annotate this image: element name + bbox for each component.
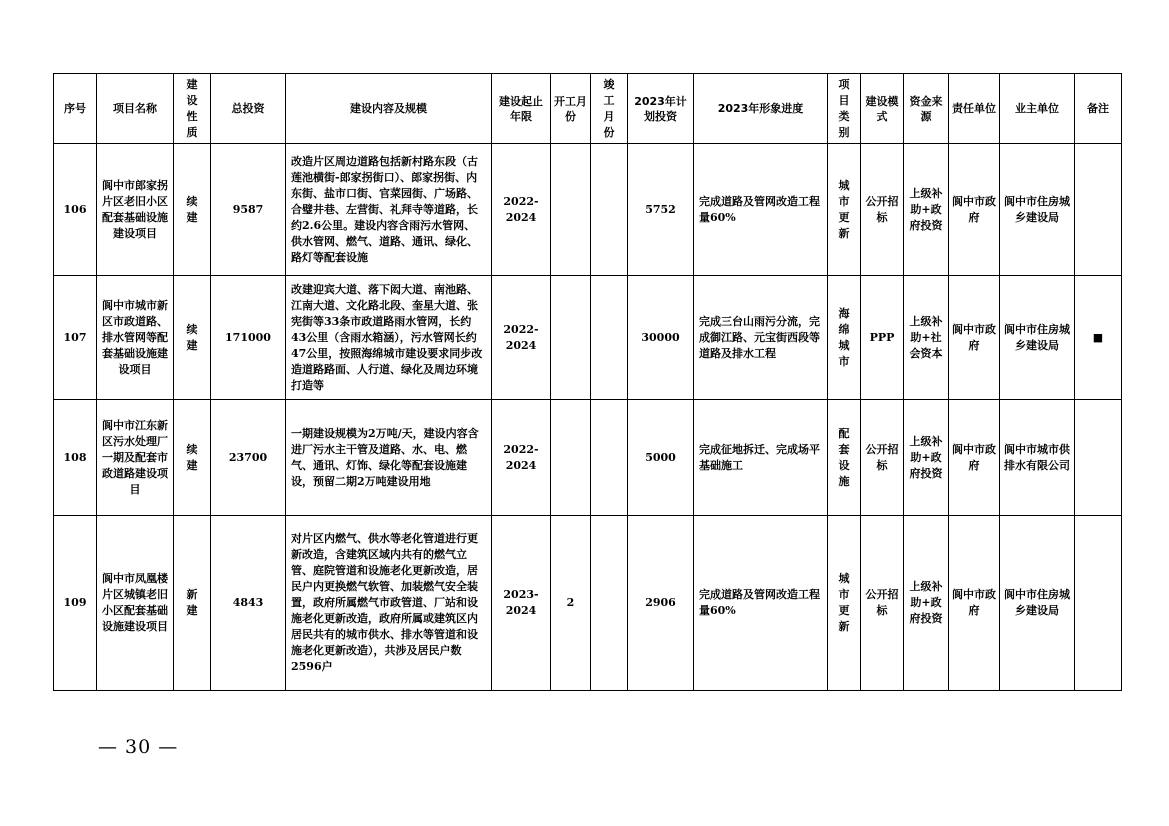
cell-end-month — [591, 276, 628, 400]
cell-category-text: 城市更新 — [838, 178, 850, 240]
cell-start-month: 2 — [551, 516, 591, 691]
cell-category — [828, 276, 861, 400]
header-category-text: 项目类别 — [838, 77, 850, 139]
cell-progress: 完成道路及管网改造工程量60% — [694, 144, 828, 276]
cell-start-month — [551, 144, 591, 276]
cell-mode: 公开招标 — [861, 144, 904, 276]
cell-progress: 完成征地拆迁、完成场平基础施工 — [694, 400, 828, 516]
header-owner: 业主单位 — [1000, 74, 1075, 144]
cell-unit: 阆中市政府 — [949, 276, 1000, 400]
cell-total: 4843 — [211, 516, 286, 691]
cell-period: 2022-2024 — [492, 144, 551, 276]
cell-total: 171000 — [211, 276, 286, 400]
cell-plan: 5000 — [628, 400, 694, 516]
cell-name: 阆中市凤凰楼片区城镇老旧小区配套基础设施建设项目 — [97, 516, 174, 691]
header-nature-text: 建设性质 — [186, 77, 198, 139]
header-end-month — [591, 74, 628, 144]
cell-category-text: 海绵城市 — [838, 306, 850, 368]
header-nature — [174, 74, 211, 144]
cell-fund: 上级补助+社会资本 — [904, 276, 949, 400]
cell-period: 2023-2024 — [492, 516, 551, 691]
cell-nature — [174, 516, 211, 691]
cell-category — [828, 144, 861, 276]
cell-fund: 上级补助+政府投资 — [904, 144, 949, 276]
cell-owner: 阆中市住房城乡建设局 — [1000, 516, 1075, 691]
header-category — [828, 74, 861, 144]
cell-plan: 2906 — [628, 516, 694, 691]
cell-fund: 上级补助+政府投资 — [904, 400, 949, 516]
cell-progress: 完成道路及管网改造工程量60% — [694, 516, 828, 691]
header-total: 总投资 — [211, 74, 286, 144]
cell-category — [828, 400, 861, 516]
cell-period: 2022-2024 — [492, 400, 551, 516]
cell-total: 23700 — [211, 400, 286, 516]
cell-seq: 106 — [54, 144, 97, 276]
cell-mode: 公开招标 — [861, 516, 904, 691]
header-progress: 2023年形象进度 — [694, 74, 828, 144]
cell-content: 改造片区周边道路包括新村路东段（古莲池横街-郎家拐街口）、郎家拐街、内东街、盐市口街、官菜园街、广场路、合璧井巷、左营街、礼拜寺等道路，长约2.6公里。建设内容含雨污水管网、供水管网、燃气、道路、通讯、绿化、路灯等配套设施 — [286, 144, 492, 276]
table-row — [54, 276, 1122, 400]
cell-name: 阆中市郎家拐片区老旧小区配套基础设施建设项目 — [97, 144, 174, 276]
cell-nature — [174, 400, 211, 516]
cell-unit: 阆中市政府 — [949, 144, 1000, 276]
cell-name: 阆中市江东新区污水处理厂一期及配套市政道路建设项目 — [97, 400, 174, 516]
cell-total: 9587 — [211, 144, 286, 276]
cell-owner: 阆中市城市供排水有限公司 — [1000, 400, 1075, 516]
cell-end-month — [591, 144, 628, 276]
cell-mode: PPP — [861, 276, 904, 400]
cell-seq: 107 — [54, 276, 97, 400]
cell-fund: 上级补助+政府投资 — [904, 516, 949, 691]
cell-nature — [174, 276, 211, 400]
cell-unit: 阆中市政府 — [949, 400, 1000, 516]
cell-start-month — [551, 400, 591, 516]
cell-seq: 109 — [54, 516, 97, 691]
cell-category-text: 城市更新 — [838, 572, 850, 633]
header-content: 建设内容及规模 — [286, 74, 492, 144]
header-end-month-text: 竣工月份 — [603, 77, 615, 139]
cell-content: 对片区内燃气、供水等老化管道进行更新改造，含建筑区域内共有的燃气立管、庭院管道和设施老化更新改造，居民户内更换燃气软管、加装燃气安全装置，政府所属燃气市政管道、厂站和设施老化更新改造，政府所属或建筑区内居民共有的城市供水、排水等管道和设施老化更新改造），共涉及居民户数2596户 — [286, 516, 492, 691]
cell-content: 改建迎宾大道、落下闳大道、南池路、江南大道、文化路北段、奎星大道、张宪街等33条市政道路雨水管网，长约43公里（含雨水箱涵），污水管网长约47公里，按照海绵城市建设要求同步改造道路路面、人行道、绿化及周边环境打造等 — [286, 276, 492, 400]
cell-seq: 108 — [54, 400, 97, 516]
header-note: 备注 — [1075, 74, 1122, 144]
cell-plan: 5752 — [628, 144, 694, 276]
table-row — [54, 516, 1122, 691]
cell-nature-text: 续建 — [186, 194, 198, 224]
header-mode: 建设模式 — [861, 74, 904, 144]
header-fund: 资金来源 — [904, 74, 949, 144]
header-unit: 责任单位 — [949, 74, 1000, 144]
cell-end-month — [591, 400, 628, 516]
cell-owner: 阆中市住房城乡建设局 — [1000, 144, 1075, 276]
cell-mode: 公开招标 — [861, 400, 904, 516]
cell-start-month — [551, 276, 591, 400]
header-plan: 2023年计划投资 — [628, 74, 694, 144]
table-header-row — [54, 74, 1122, 144]
project-table — [53, 73, 1122, 691]
cell-end-month — [591, 516, 628, 691]
table-row — [54, 144, 1122, 276]
cell-note — [1075, 144, 1122, 276]
cell-note: ■ — [1075, 276, 1122, 400]
cell-name: 阆中市城市新区市政道路、排水管网等配套基础设施建设项目 — [97, 276, 174, 400]
cell-content: 一期建设规模为2万吨/天，建设内容含进厂污水主干管及道路、水、电、燃气、通讯、灯饰、绿化等配套设施建设，预留二期2万吨建设用地 — [286, 400, 492, 516]
page-number: — 30 — — [98, 736, 179, 758]
cell-nature-text: 续建 — [186, 442, 198, 472]
cell-category-text: 配套设施 — [838, 426, 850, 488]
header-seq: 序号 — [54, 74, 97, 144]
header-name: 项目名称 — [97, 74, 174, 144]
cell-note — [1075, 516, 1122, 691]
cell-nature — [174, 144, 211, 276]
cell-period: 2022-2024 — [492, 276, 551, 400]
cell-nature-text: 新建 — [186, 588, 198, 617]
cell-unit: 阆中市政府 — [949, 516, 1000, 691]
cell-plan: 30000 — [628, 276, 694, 400]
cell-owner: 阆中市住房城乡建设局 — [1000, 276, 1075, 400]
cell-note — [1075, 400, 1122, 516]
header-start-month: 开工月份 — [551, 74, 591, 144]
header-period: 建设起止年限 — [492, 74, 551, 144]
table-row — [54, 400, 1122, 516]
cell-nature-text: 续建 — [186, 322, 198, 352]
cell-progress: 完成三台山雨污分流，完成御江路、元宝街西段等道路及排水工程 — [694, 276, 828, 400]
cell-category — [828, 516, 861, 691]
